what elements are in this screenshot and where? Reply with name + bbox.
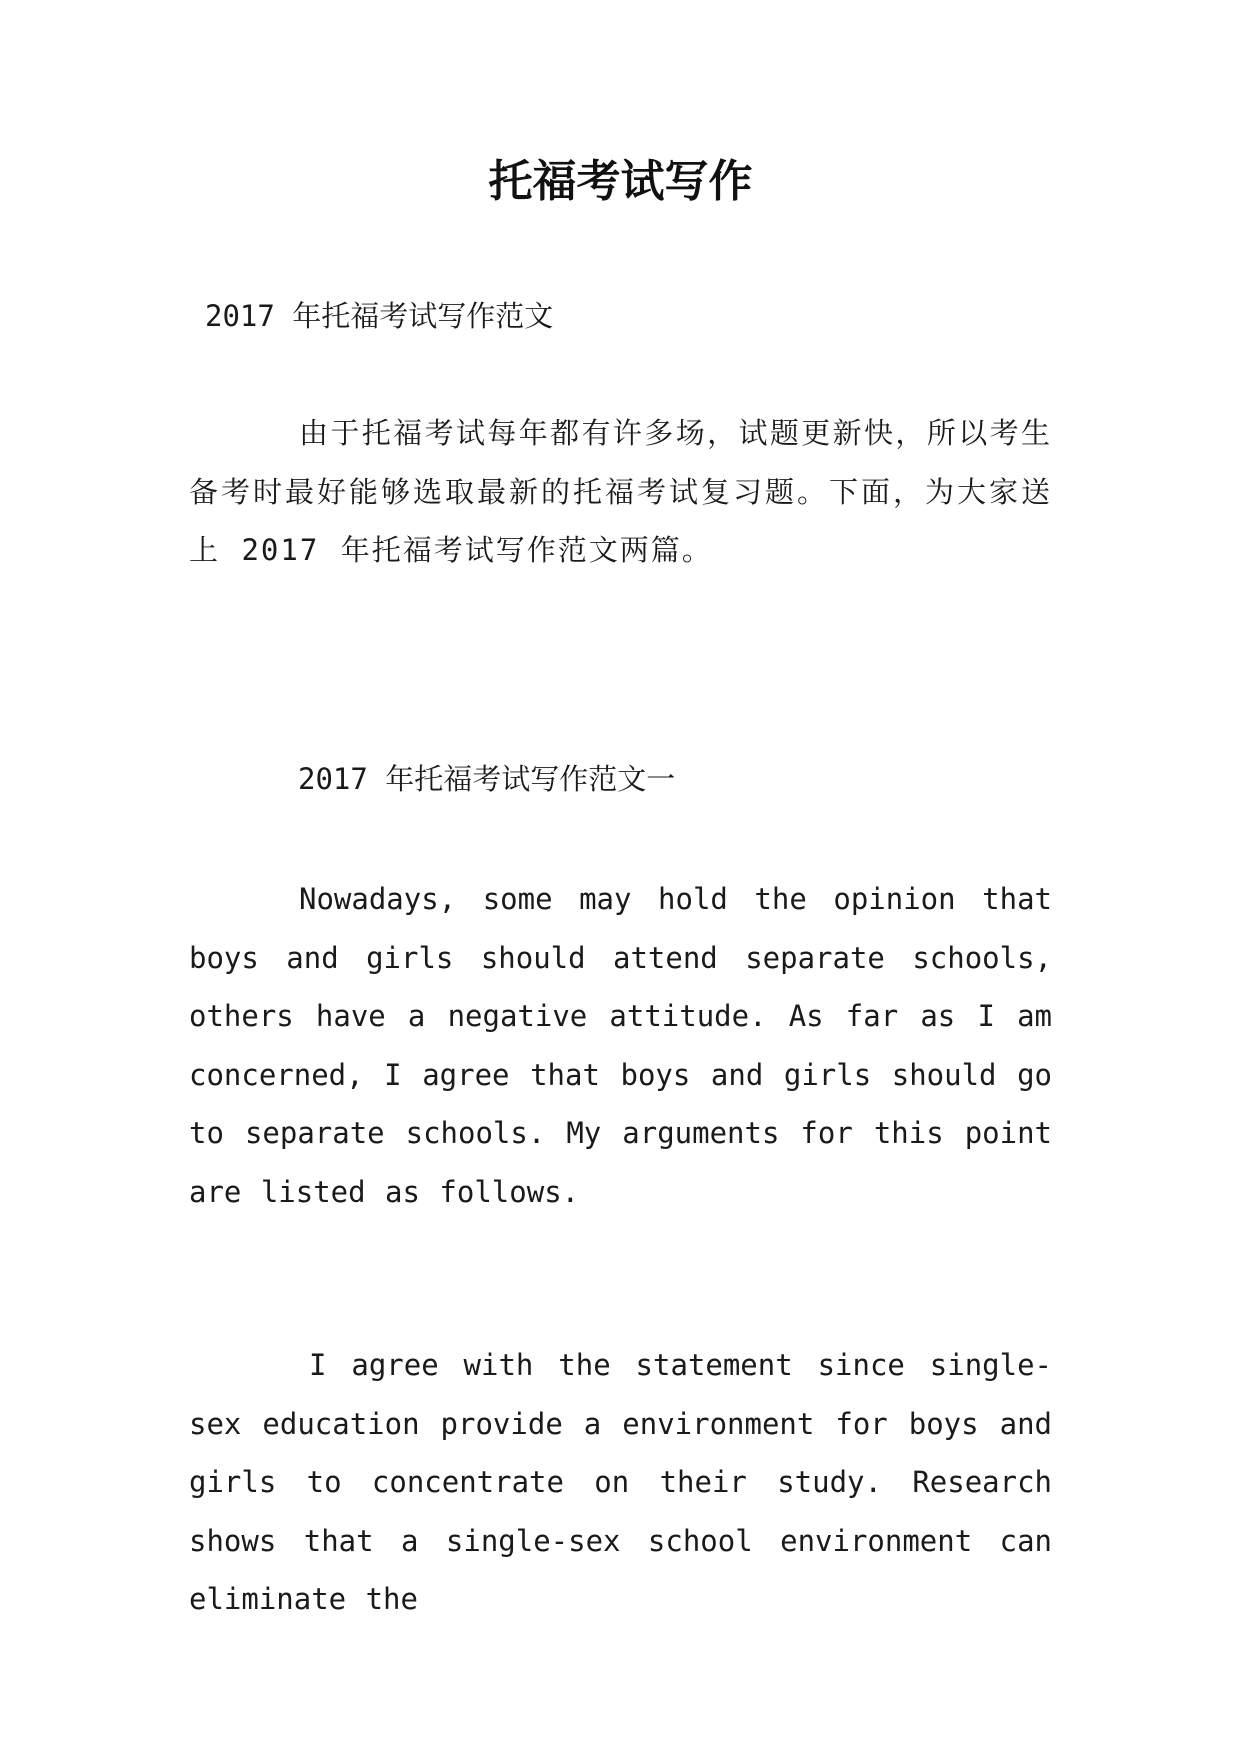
document-subtitle: 2017 年托福考试写作范文 xyxy=(205,299,554,333)
section-heading: 2017 年托福考试写作范文一 xyxy=(298,762,676,796)
intro-paragraph: 由于托福考试每年都有许多场，试题更新快，所以考生备考时最好能够选取最新的托福考试复习题。下面，为大家送上 2017 年托福考试写作范文两篇。 xyxy=(189,416,1052,567)
essay-paragraph: I agree with the statement since single-sex education provide a environment for boys and girls to concentrate on their study. Research shows that a single-sex school environment can eliminate the xyxy=(189,1348,1052,1616)
essay-paragraph: Nowadays, some may hold the opinion that boys and girls should attend separate schools, others have a negative attitude. As far as I am concerned, I agree that boys and girls should go to separate schools. My arguments for this point are listed as follows. xyxy=(189,882,1052,1209)
document-title: 托福考试写作 xyxy=(488,156,753,207)
